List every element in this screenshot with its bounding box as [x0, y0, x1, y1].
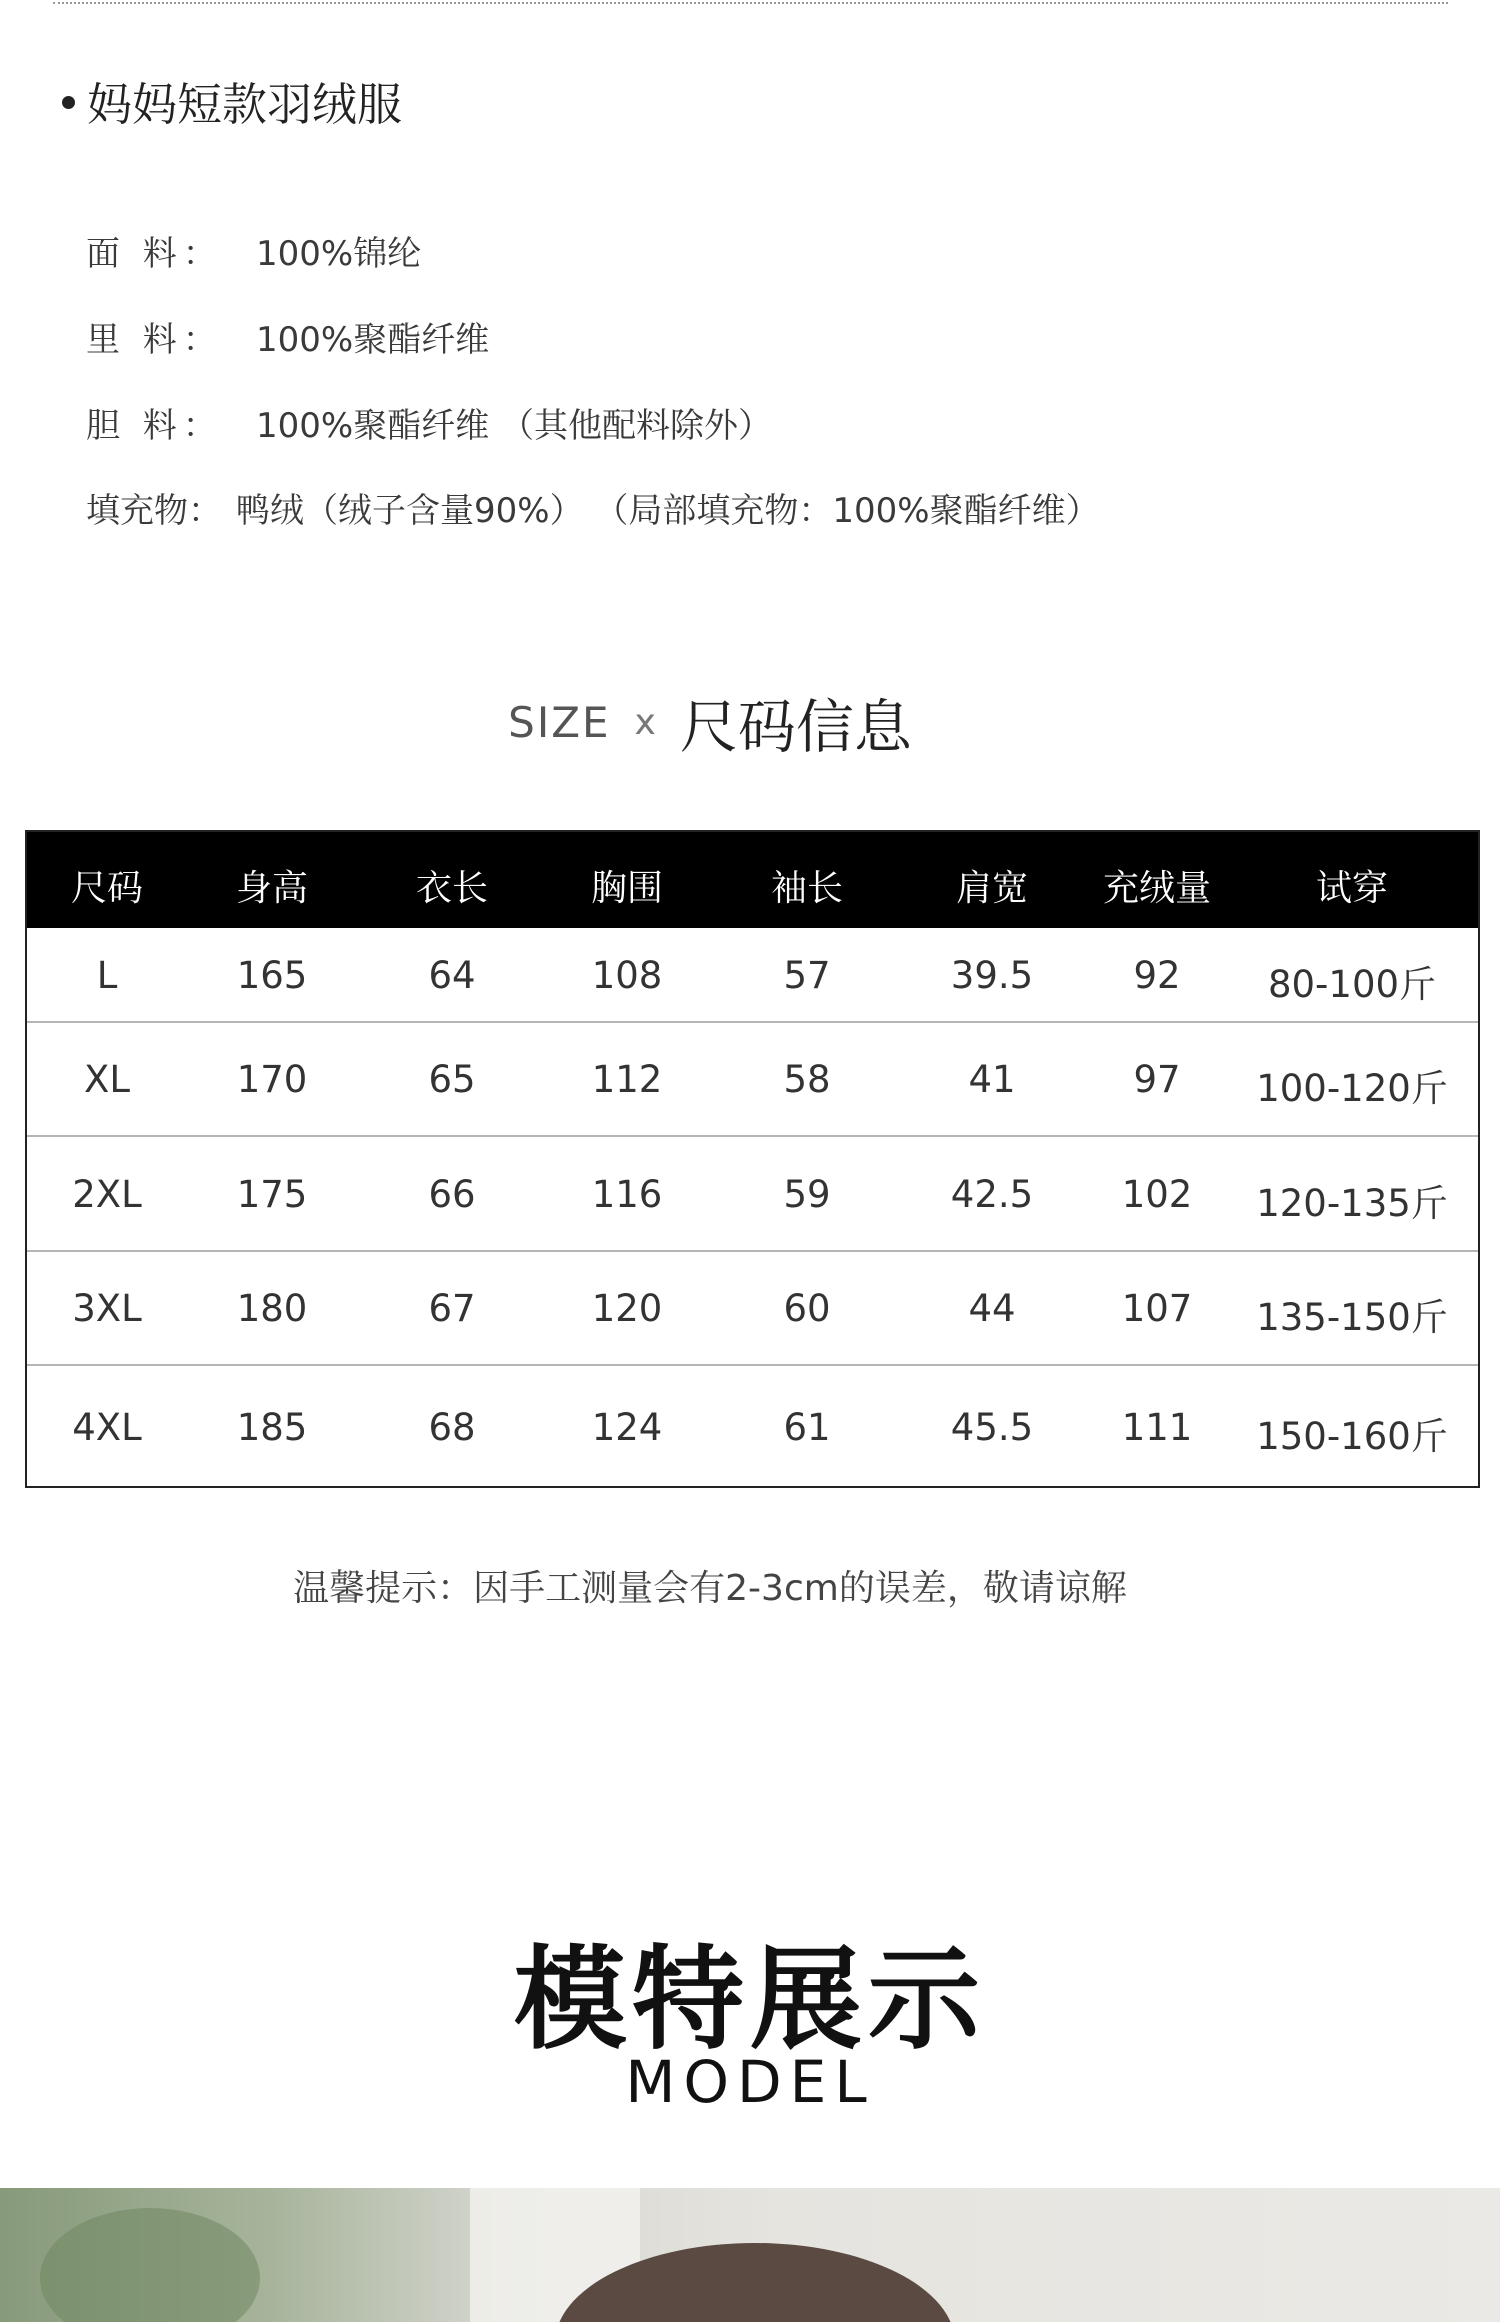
- table-row: [27, 1023, 1478, 1137]
- cell-down-fill: 111: [1121, 1406, 1193, 1449]
- material-row-lining: [86, 311, 489, 361]
- material-label: 里 料：: [86, 319, 223, 360]
- measurement-tip: 温馨提示：因手工测量会有2-3cm的误差，敬请谅解: [293, 1568, 1127, 1609]
- size-section-heading: [0, 682, 1460, 762]
- cell-sleeve: 60: [783, 1287, 831, 1330]
- cell-bust: 120: [591, 1287, 663, 1330]
- table-row: [27, 1137, 1478, 1252]
- table-row: [27, 928, 1478, 1023]
- material-value: 100%锦纶: [256, 233, 422, 274]
- header-down-fill: 充绒量: [1102, 868, 1212, 909]
- cell-height: 170: [236, 1058, 308, 1101]
- product-title: [62, 70, 402, 130]
- cell-down-fill: 107: [1121, 1287, 1193, 1330]
- cell-height: 180: [236, 1287, 308, 1330]
- cell-fit: 135-150斤: [1256, 1296, 1448, 1339]
- cell-height: 175: [236, 1172, 308, 1216]
- size-title-en: SIZE: [508, 697, 611, 747]
- size-table-header: [27, 832, 1478, 928]
- cell-length: 65: [428, 1058, 476, 1101]
- cell-bust: 116: [591, 1172, 663, 1216]
- header-height: 身高: [235, 868, 309, 909]
- material-label: 胆 料：: [86, 405, 223, 446]
- cell-length: 68: [428, 1406, 476, 1449]
- cell-down-fill: 97: [1133, 1058, 1181, 1101]
- size-title-cn: 尺码信息: [679, 693, 912, 761]
- header-bust: 胸围: [590, 868, 664, 909]
- material-label: 填充物：: [86, 490, 222, 531]
- material-row-filling: [86, 482, 1100, 532]
- material-row-inner: [86, 397, 772, 447]
- cell-sleeve: 61: [783, 1406, 831, 1449]
- material-value: 鸭绒（绒子含量90%） （局部填充物：100%聚酯纤维）: [236, 490, 1100, 531]
- photo-background-foliage: [40, 2208, 260, 2322]
- header-length: 衣长: [415, 868, 489, 909]
- cell-fit: 120-135斤: [1256, 1181, 1448, 1225]
- cell-size: 3XL: [72, 1287, 142, 1330]
- cell-length: 66: [428, 1172, 476, 1216]
- cell-height: 185: [236, 1406, 308, 1449]
- cell-shoulder: 45.5: [950, 1406, 1034, 1449]
- cell-size: L: [96, 953, 118, 997]
- cell-size: XL: [84, 1058, 130, 1101]
- cell-shoulder: 39.5: [950, 953, 1034, 997]
- cell-shoulder: 42.5: [950, 1172, 1034, 1216]
- material-value: 100%聚酯纤维 （其他配料除外）: [256, 405, 773, 446]
- material-label: 面 料：: [86, 233, 223, 274]
- top-divider: [53, 2, 1448, 4]
- cell-shoulder: 44: [968, 1287, 1016, 1330]
- cell-size: 4XL: [72, 1406, 142, 1449]
- model-section-title: 模特展示: [514, 1935, 986, 2065]
- cell-bust: 108: [591, 953, 663, 997]
- cell-height: 165: [236, 953, 308, 997]
- cell-fit: 100-120斤: [1256, 1067, 1448, 1110]
- cell-length: 64: [428, 953, 476, 997]
- table-row: [27, 1252, 1478, 1366]
- header-size: 尺码: [70, 868, 144, 909]
- header-fit: 试穿: [1315, 868, 1389, 909]
- cell-size: 2XL: [72, 1172, 142, 1216]
- cell-bust: 124: [591, 1406, 663, 1449]
- table-row: [27, 1366, 1478, 1490]
- model-section-subtitle: MODEL: [625, 2048, 875, 2116]
- material-row-shell: [86, 225, 421, 275]
- cell-down-fill: 92: [1133, 953, 1181, 997]
- cell-sleeve: 57: [783, 953, 831, 997]
- header-shoulder: 肩宽: [955, 868, 1029, 909]
- cell-length: 67: [428, 1287, 476, 1330]
- header-sleeve: 袖长: [770, 868, 844, 909]
- cell-fit: 150-160斤: [1256, 1415, 1448, 1458]
- cell-down-fill: 102: [1121, 1172, 1193, 1216]
- cell-shoulder: 41: [968, 1058, 1016, 1101]
- size-title-separator: x: [634, 701, 656, 743]
- cell-sleeve: 59: [783, 1172, 831, 1216]
- cell-sleeve: 58: [783, 1058, 831, 1101]
- product-title-text: 妈妈短款羽绒服: [87, 77, 403, 131]
- bullet-icon: [62, 96, 75, 109]
- model-photo: [0, 2188, 1500, 2322]
- cell-bust: 112: [591, 1058, 663, 1101]
- cell-fit: 80-100斤: [1267, 962, 1437, 1006]
- size-table: [25, 830, 1480, 1488]
- material-value: 100%聚酯纤维: [256, 319, 490, 360]
